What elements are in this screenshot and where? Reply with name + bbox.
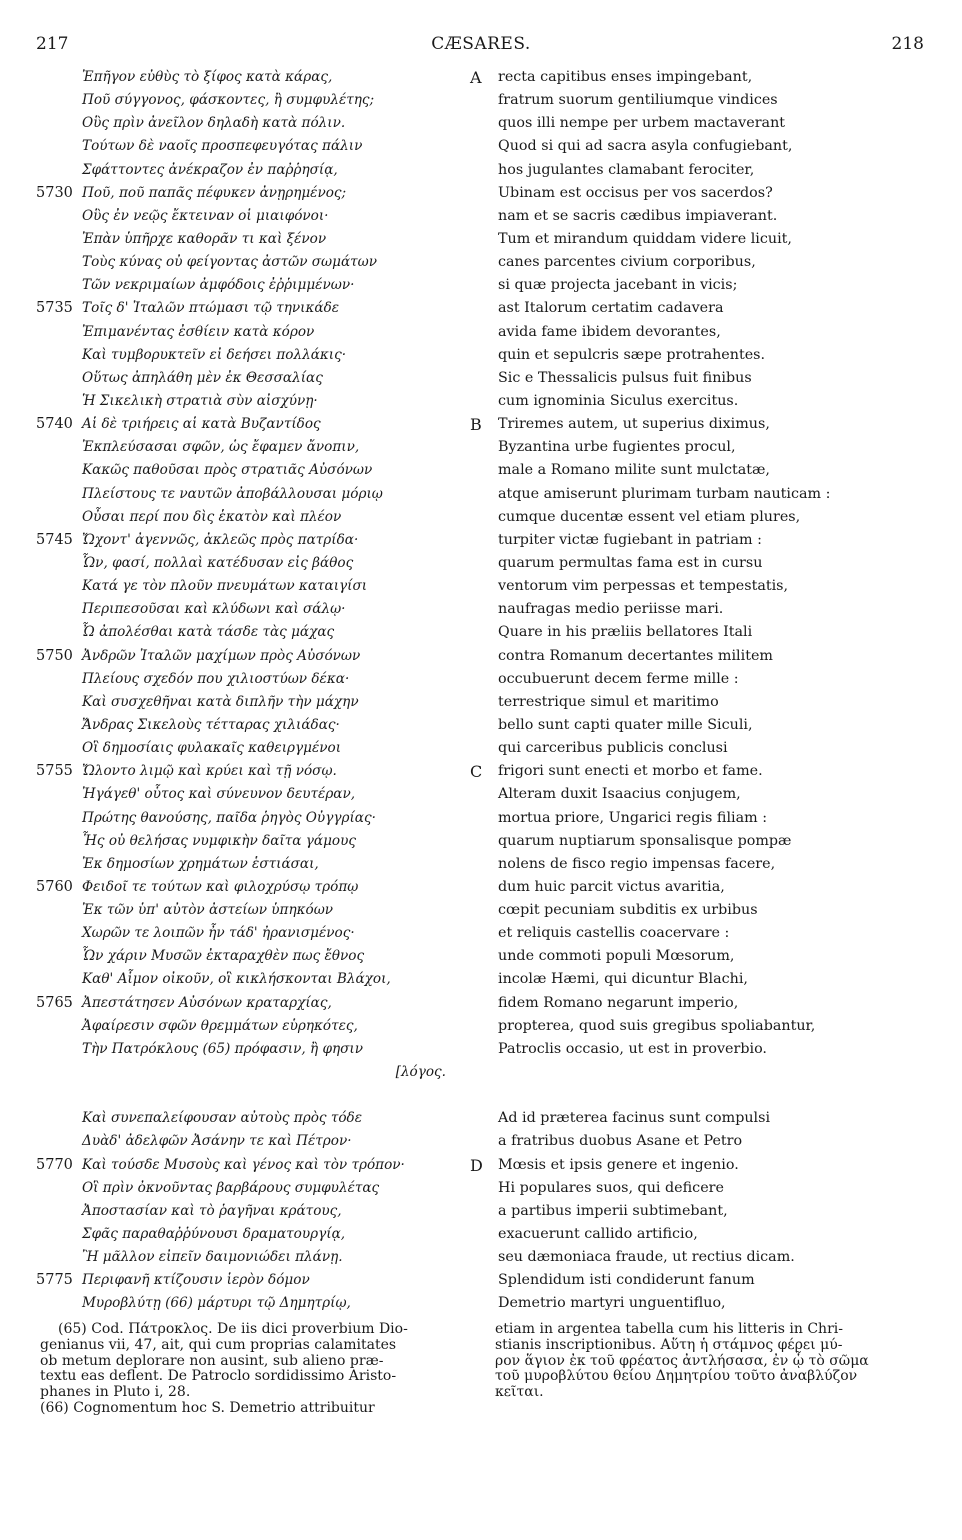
- footnote-line: ρον ἅγιον ἐκ τοῦ φρέατος ἀντλήσασα, ἐν ᾧ τὸ σῶμα: [495, 1352, 869, 1369]
- latin-translation-line: [468, 876, 938, 899]
- greek-verse-line: [36, 135, 476, 158]
- latin-line-text: bello sunt capti quater mille Siculi,: [498, 716, 753, 733]
- greek-verse-text: Ποῦ, ποῦ παπᾶς πέφυκεν ἀνῃρημένος;: [82, 184, 347, 201]
- latin-translation-line: [468, 714, 938, 737]
- greek-verse-line: [36, 1084, 476, 1107]
- greek-verse-text: Ἐπῆγον εὐθὺς τὸ ξίφος κατὰ κάρας,: [82, 69, 333, 85]
- latin-line-text: Quod si qui ad sacra asyla confugiebant,: [498, 138, 793, 155]
- latin-line-text: Triremes autem, ut superius diximus,: [498, 416, 770, 433]
- greek-text-column: [36, 66, 476, 1316]
- greek-verse-line: [36, 714, 476, 737]
- greek-verse-line: [36, 1200, 476, 1223]
- greek-verse-line: [36, 1130, 476, 1153]
- latin-translation-line: [468, 228, 938, 251]
- latin-line-text: Splendidum isti condiderunt fanum: [498, 1272, 755, 1289]
- latin-translation-line: [468, 575, 938, 598]
- latin-translation-line: [468, 1223, 938, 1246]
- latin-translation-line: [468, 922, 938, 945]
- latin-line-text: nam et se sacris cædibus impiaverant.: [498, 207, 778, 224]
- greek-verse-line: [36, 922, 476, 945]
- greek-verse-line: [36, 251, 476, 274]
- latin-translation-line: [468, 1200, 938, 1223]
- greek-verse-line: [36, 992, 476, 1015]
- greek-verse-text: Δυὰδ' ἀδελφῶν Ἀσάνην τε καὶ Πέτρον·: [82, 1133, 352, 1150]
- latin-translation-line: [468, 760, 938, 783]
- greek-verse-line: [36, 668, 476, 691]
- section-marker: A: [470, 68, 482, 87]
- greek-verse-line: [36, 552, 476, 575]
- greek-verse-line: [36, 575, 476, 598]
- latin-translation-line: [468, 390, 938, 413]
- greek-verse-line: [36, 367, 476, 390]
- greek-verse-text: Οἳ δημοσίαις φυλακαῖς καθειργμένοι: [82, 740, 342, 757]
- greek-verse-line: [36, 968, 476, 991]
- greek-verse-line: [36, 621, 476, 644]
- greek-verse-line: [36, 876, 476, 899]
- latin-translation-line: [468, 691, 938, 714]
- greek-verse-line: [36, 459, 476, 482]
- greek-verse-text: Καθ' Αἷμον οἰκοῦν, οἳ κικλήσκονται Βλάχοι,: [82, 971, 391, 988]
- greek-verse-text: Μυροβλύτῃ (66) μάρτυρι τῷ Δημητρίῳ,: [82, 1295, 351, 1312]
- greek-verse-text: Ἐπὰν ὑπῆρχε καθορᾶν τι καὶ ξένον: [82, 230, 327, 247]
- verse-number: 5750: [36, 647, 73, 664]
- latin-translation-line: [468, 483, 938, 506]
- greek-verse-line: [36, 1154, 476, 1177]
- latin-line-text: Patroclis occasio, ut est in proverbio.: [498, 1040, 767, 1057]
- latin-line-text: quin et sepulcris sæpe protrahentes.: [498, 346, 766, 363]
- greek-verse-text: Πλείους σχεδόν που χιλιοστύων δέκα·: [82, 670, 350, 687]
- latin-translation-line: [468, 621, 938, 644]
- latin-line-text: Ubinam est occisus per vos sacerdos?: [498, 184, 773, 201]
- footnote-line: κεῖται.: [495, 1384, 544, 1401]
- latin-line-text: Alteram duxit Isaacius conjugem,: [498, 786, 741, 803]
- footnote-line: (66) Cognomentum hoc S. Demetrio attribuitur: [40, 1399, 375, 1416]
- latin-translation-line: [468, 1107, 938, 1130]
- greek-verse-line: [36, 783, 476, 806]
- latin-translation-line: [468, 1177, 938, 1200]
- greek-verse-line: [36, 598, 476, 621]
- greek-verse-text: Τὴν Πατρόκλους (65) πρόφασιν, ἢ φησιν: [82, 1040, 363, 1057]
- greek-verse-text: Σφάττοντες ἀνέκραζον ἐν παῤῥησίᾳ,: [82, 161, 338, 178]
- latin-line-text: exacuerunt callido artificio,: [498, 1226, 698, 1243]
- latin-line-text: cumque ducentæ essent vel etiam plures,: [498, 508, 801, 525]
- greek-verse-line: [36, 182, 476, 205]
- greek-verse-text: Ἢ μᾶλλον εἰπεῖν δαιμονιώδει πλάνῃ.: [82, 1249, 343, 1266]
- latin-translation-line: [468, 251, 938, 274]
- latin-translation-line: [468, 1246, 938, 1269]
- latin-line-text: Byzantina urbe fugientes procul,: [498, 439, 736, 456]
- footnotes-right: [495, 1322, 927, 1401]
- greek-verse-text: Οἳ πρὶν ὀκνοῦντας βαρβάρους συμφυλέτας: [82, 1179, 380, 1196]
- latin-translation-line: [468, 737, 938, 760]
- latin-translation-line: [468, 274, 938, 297]
- latin-translation-line: [468, 1154, 938, 1177]
- latin-line-text: Mœsis et ipsis genere et ingenio.: [498, 1156, 739, 1173]
- greek-verse-text: Ὧν χάριν Μυσῶν ἐκταραχθὲν πως ἔθνος: [82, 948, 365, 965]
- greek-verse-text: Τούτων δὲ ναοῖς προσπεφευγότας πάλιν: [82, 138, 363, 155]
- latin-translation-line: [468, 1061, 938, 1084]
- latin-line-text: Tum et mirandum quiddam videre licuit,: [498, 230, 792, 247]
- latin-translation-line: [468, 552, 938, 575]
- greek-verse-line: [36, 228, 476, 251]
- latin-line-text: avida fame ibidem devorantes,: [498, 323, 721, 340]
- latin-line-text: hos jugulantes clamabant ferociter,: [498, 161, 755, 178]
- greek-verse-text: Ἐπιμανέντας ἐσθίειν κατὰ κόρον: [82, 323, 315, 340]
- footnote-line: phanes in Pluto i, 28.: [40, 1384, 191, 1401]
- latin-line-text: naufragas medio periisse mari.: [498, 601, 724, 618]
- latin-line-text: incolæ Hæmi, qui dicuntur Blachi,: [498, 971, 748, 988]
- footnote-line: stianis inscriptionibus. Αὕτη ἡ στάμνος φέρει μύ-: [495, 1336, 843, 1353]
- greek-verse-text: Ἀποστασίαν καὶ τὸ ῥαγῆναι κράτους,: [82, 1202, 342, 1219]
- section-marker: B: [470, 415, 482, 435]
- greek-verse-text: Πρώτης θανούσης, παῖδα ῥηγὸς Οὐγγρίας·: [82, 809, 376, 826]
- greek-verse-text: Ἡ Σικελικὴ στρατιὰ σὺν αἰσχύνῃ·: [82, 392, 318, 409]
- greek-verse-line: [36, 1269, 476, 1292]
- greek-verse-line: [36, 159, 476, 182]
- footnote-line: τοῦ μυροβλύτου θείου Δημητρίου τοῦτο ἀναβλύζον: [495, 1368, 858, 1385]
- greek-verse-line: [36, 1177, 476, 1200]
- latin-line-text: mortua priore, Ungarici regis filiam :: [498, 809, 768, 826]
- latin-translation-line: [468, 89, 938, 112]
- greek-verse-text: Ἀπεστάτησεν Αὐσόνων κραταρχίας,: [82, 994, 332, 1011]
- greek-verse-text: Ὤχοντ' ἀγεννῶς, ἀκλεῶς πρὸς πατρίδα·: [82, 531, 359, 548]
- latin-line-text: qui carceribus publicis conclusi: [498, 740, 728, 757]
- greek-verse-line: [36, 807, 476, 830]
- footnote-line: (65) Cod. Πάτροκλος. De iis dici proverbium Dio-: [58, 1321, 408, 1337]
- greek-verse-text: Περιπεσοῦσαι καὶ κλύδωνι καὶ σάλῳ·: [82, 601, 346, 618]
- latin-translation-line: [468, 968, 938, 991]
- greek-verse-line: [36, 436, 476, 459]
- greek-verse-text: Τῶν νεκριμαίων ἀμφόδοις ἐῤῥιμμένων·: [82, 277, 355, 294]
- greek-verse-text: Ἐκ τῶν ὑπ' αὐτὸν ἀστείων ὑπηκόων: [82, 902, 334, 919]
- greek-verse-text: Καὶ τυμβορυκτεῖν εἰ δεήσει πολλάκις·: [82, 346, 347, 363]
- page-number-left: 217: [36, 34, 69, 54]
- greek-verse-text: [λόγος.: [395, 1064, 446, 1081]
- greek-verse-text: Φειδοῖ τε τούτων καὶ φιλοχρύσῳ τρόπῳ: [82, 878, 359, 895]
- latin-line-text: a fratribus duobus Asane et Petro: [498, 1133, 743, 1150]
- greek-verse-text: Αἱ δὲ τριήρεις αἱ κατὰ Βυζαντίδος: [82, 416, 321, 433]
- latin-translation-line: [468, 945, 938, 968]
- latin-translation-line: [468, 66, 938, 89]
- latin-translation-line: [468, 1084, 938, 1107]
- latin-translation-line: [468, 598, 938, 621]
- greek-verse-line: [36, 1223, 476, 1246]
- greek-verse-line: [36, 413, 476, 436]
- latin-translation-line: [468, 529, 938, 552]
- verse-number: 5735: [36, 300, 73, 317]
- greek-verse-line: [36, 390, 476, 413]
- section-marker: C: [470, 762, 483, 782]
- greek-verse-text: Ἧς οὐ θελήσας νυμφικὴν δαῖτα γάμους: [82, 832, 356, 849]
- latin-line-text: fidem Romano negarunt imperio,: [498, 994, 739, 1011]
- latin-translation-line: [468, 436, 938, 459]
- greek-verse-line: [36, 112, 476, 135]
- latin-line-text: cum ignominia Siculus exercitus.: [498, 392, 739, 409]
- section-marker: D: [470, 1155, 483, 1175]
- latin-translation-line: [468, 807, 938, 830]
- greek-verse-text: Ἀνδρῶν Ἰταλῶν μαχίμων πρὸς Αὐσόνων: [82, 647, 361, 664]
- greek-verse-line: [36, 506, 476, 529]
- greek-verse-line: [36, 89, 476, 112]
- latin-translation-line: [468, 367, 938, 390]
- footnote-line: textu eas deflent. De Patroclo sordidissimo Aristo-: [40, 1368, 397, 1385]
- greek-verse-text: Κατά γε τὸν πλοῦν πνευμάτων καταιγίσι: [82, 578, 368, 595]
- latin-translation-line: [468, 205, 938, 228]
- latin-line-text: Sic e Thessalicis pulsus fuit finibus: [498, 369, 752, 386]
- greek-verse-line: [36, 737, 476, 760]
- latin-line-text: fratrum suorum gentiliumque vindices: [498, 92, 778, 109]
- greek-verse-line: [36, 645, 476, 668]
- greek-verse-text: Οὓς πρὶν ἀνεῖλον δηλαδὴ κατὰ πόλιν.: [82, 115, 346, 132]
- greek-verse-line: [36, 483, 476, 506]
- latin-translation-line: [468, 182, 938, 205]
- greek-verse-line: [36, 1246, 476, 1269]
- greek-verse-line: [36, 945, 476, 968]
- greek-verse-line: [36, 899, 476, 922]
- latin-line-text: frigori sunt enecti et morbo et fame.: [498, 763, 763, 780]
- greek-verse-line: [36, 1292, 476, 1315]
- greek-verse-text: Ἐκ δημοσίων χρημάτων ἑστιάσαι,: [82, 855, 319, 872]
- greek-verse-line: [36, 344, 476, 367]
- greek-verse-line: [36, 830, 476, 853]
- greek-verse-text: Τοῖς δ' Ἰταλῶν πτώμασι τῷ τηνικάδε: [82, 300, 340, 317]
- latin-line-text: quos illi nempe per urbem mactaverant: [498, 115, 786, 132]
- greek-verse-text: Καὶ συσχεθῆναι κατὰ διπλῆν τὴν μάχην: [82, 693, 359, 710]
- latin-line-text: Quare in his præliis bellatores Itali: [498, 624, 753, 641]
- greek-verse-text: Καὶ τούσδε Μυσοὺς καὶ γένος καὶ τὸν τρόπον·: [82, 1156, 405, 1173]
- greek-verse-line: [36, 321, 476, 344]
- greek-verse-text: Ποῦ σύγγονος, φάσκοντες, ἢ συμφυλέτης;: [82, 92, 375, 109]
- latin-line-text: seu dæmoniaca fraude, ut rectius dicam.: [498, 1249, 795, 1266]
- latin-translation-line: [468, 1292, 938, 1315]
- latin-line-text: terrestrique simul et maritimo: [498, 693, 719, 710]
- greek-verse-line: [36, 1061, 476, 1084]
- latin-translation-line: [468, 1130, 938, 1153]
- latin-translation-line: [468, 1015, 938, 1038]
- latin-translation-line: [468, 159, 938, 182]
- greek-verse-text: Πλείστους τε ναυτῶν ἀποβάλλουσαι μόριῳ: [82, 485, 383, 502]
- latin-line-text: unde commoti populi Mœsorum,: [498, 948, 735, 965]
- latin-line-text: a partibus imperii subtimebant,: [498, 1202, 728, 1219]
- latin-translation-line: [468, 459, 938, 482]
- greek-verse-text: Κακῶς παθοῦσαι πρὸς στρατιᾶς Αὐσόνων: [82, 462, 373, 479]
- greek-verse-line: [36, 691, 476, 714]
- greek-verse-line: [36, 66, 476, 89]
- latin-translation-line: [468, 1269, 938, 1292]
- latin-translation-line: [468, 1038, 938, 1061]
- latin-line-text: nolens de fisco regio impensas facere,: [498, 855, 776, 872]
- latin-line-text: turpiter victæ fugiebant in patriam :: [498, 531, 762, 548]
- latin-translation-line: [468, 830, 938, 853]
- latin-line-text: quarum nuptiarum sponsalisque pompæ: [498, 832, 792, 849]
- greek-verse-text: Οὓς ἐν νεῷς ἔκτειναν οἱ μιαιφόνοι·: [82, 207, 329, 224]
- latin-line-text: canes parcentes civium corporibus,: [498, 254, 756, 271]
- greek-verse-line: [36, 205, 476, 228]
- latin-line-text: dum huic parcit victus avaritia,: [498, 878, 725, 895]
- footnote-line: genianus vii, 47, ait, qui cum proprias calamitates: [40, 1336, 397, 1353]
- greek-verse-text: Ἀφαίρεσιν σφῶν θρεμμάτων εὑρηκότες,: [82, 1017, 358, 1034]
- greek-verse-text: Καὶ συνεπαλείφουσαν αὐτοὺς πρὸς τόδε: [82, 1110, 363, 1127]
- greek-verse-line: [36, 853, 476, 876]
- greek-verse-text: Ὦ ἀπολέσθαι κατὰ τάσδε τὰς μάχας: [82, 624, 335, 641]
- latin-line-text: ventorum vim perpessas et tempestatis,: [498, 578, 789, 595]
- greek-verse-text: Ἐκπλεύσασαι σφῶν, ὡς ἔφαμεν ἄνοπιν,: [82, 439, 360, 456]
- greek-verse-text: Ὧν, φασί, πολλαὶ κατέδυσαν εἰς βάθος: [82, 554, 354, 571]
- running-header: [0, 34, 962, 58]
- greek-verse-line: [36, 529, 476, 552]
- latin-line-text: quarum permultas fama est in cursu: [498, 554, 763, 571]
- greek-verse-line: [36, 1107, 476, 1130]
- latin-translation-line: [468, 853, 938, 876]
- latin-translation-line: [468, 297, 938, 320]
- latin-line-text: si quæ projecta jacebant in vicis;: [498, 277, 738, 294]
- greek-verse-text: Περιφανῆ κτίζουσιν ἱερὸν δόμον: [82, 1272, 310, 1289]
- latin-translation-line: [468, 321, 938, 344]
- greek-verse-text: Ἠγάγεθ' οὗτος καὶ σύνευνον δευτέραν,: [82, 786, 356, 803]
- latin-translation-line: [468, 413, 938, 436]
- greek-verse-text: Οὕτως ἀπηλάθη μὲν ἐκ Θεσσαλίας: [82, 369, 323, 386]
- greek-verse-line: [36, 1038, 476, 1061]
- latin-line-text: Ad id præterea facinus sunt compulsi: [498, 1110, 771, 1127]
- greek-verse-line: [36, 274, 476, 297]
- latin-line-text: Hi populares suos, qui deficere: [498, 1179, 724, 1196]
- latin-line-text: cœpit pecuniam subditis ex urbibus: [498, 902, 758, 919]
- verse-number: 5765: [36, 994, 73, 1011]
- footnote-line: ob metum deplorare non ausint, sub alieno præ-: [40, 1352, 384, 1369]
- latin-line-text: male a Romano milite sunt mulctatæ,: [498, 462, 770, 479]
- latin-translation-line: [468, 992, 938, 1015]
- latin-line-text: occubuerunt decem ferme mille :: [498, 670, 739, 687]
- verse-number: 5740: [36, 416, 73, 433]
- greek-verse-line: [36, 1015, 476, 1038]
- greek-verse-text: Ὤλοντο λιμῷ καὶ κρύει καὶ τῇ νόσῳ.: [82, 763, 337, 780]
- latin-translation-line: [468, 783, 938, 806]
- latin-translation-line: [468, 135, 938, 158]
- verse-number: 5730: [36, 184, 73, 201]
- greek-verse-line: [36, 760, 476, 783]
- verse-number: 5775: [36, 1272, 73, 1289]
- latin-line-text: Demetrio martyri unguentifluo,: [498, 1295, 726, 1312]
- greek-verse-text: Οὖσαι περί που δὶς ἑκατὸν καὶ πλέον: [82, 508, 342, 525]
- latin-translation-line: [468, 112, 938, 135]
- verse-number: 5755: [36, 763, 73, 780]
- greek-verse-text: Σφᾶς παραθαῤῥύνουσι δραματουργίᾳ,: [82, 1226, 346, 1243]
- latin-line-text: propterea, quod suis gregibus spoliabantur,: [498, 1017, 816, 1034]
- footnote-line: etiam in argentea tabella cum his litteris in Chri-: [495, 1321, 843, 1337]
- latin-line-text: ast Italorum certatim cadavera: [498, 300, 724, 317]
- verse-number: 5770: [36, 1156, 73, 1173]
- latin-text-column: [468, 66, 938, 1316]
- latin-line-text: et reliquis castellis coacervare :: [498, 925, 730, 942]
- page-number-right: 218: [891, 34, 924, 54]
- verse-number: 5760: [36, 878, 73, 895]
- latin-line-text: atque amiserunt plurimam turbam nauticam :: [498, 485, 831, 502]
- greek-verse-text: Τοὺς κύνας οὐ φείγοντας ἀστῶν σωμάτων: [82, 254, 378, 271]
- greek-verse-text: Ἄνδρας Σικελοὺς τέτταρας χιλιάδας·: [82, 716, 340, 733]
- latin-translation-line: [468, 344, 938, 367]
- latin-translation-line: [468, 668, 938, 691]
- latin-line-text: contra Romanum decertantes militem: [498, 647, 773, 664]
- page-title: CÆSARES.: [431, 34, 531, 54]
- greek-verse-text: Χωρῶν τε λοιπῶν ἦν τάδ' ἠρανισμένος·: [82, 925, 355, 942]
- footnotes-left: [40, 1322, 470, 1417]
- latin-translation-line: [468, 899, 938, 922]
- verse-number: 5745: [36, 531, 73, 548]
- latin-line-text: recta capitibus enses impingebant,: [498, 69, 753, 85]
- latin-translation-line: [468, 645, 938, 668]
- latin-translation-line: [468, 506, 938, 529]
- greek-verse-line: [36, 297, 476, 320]
